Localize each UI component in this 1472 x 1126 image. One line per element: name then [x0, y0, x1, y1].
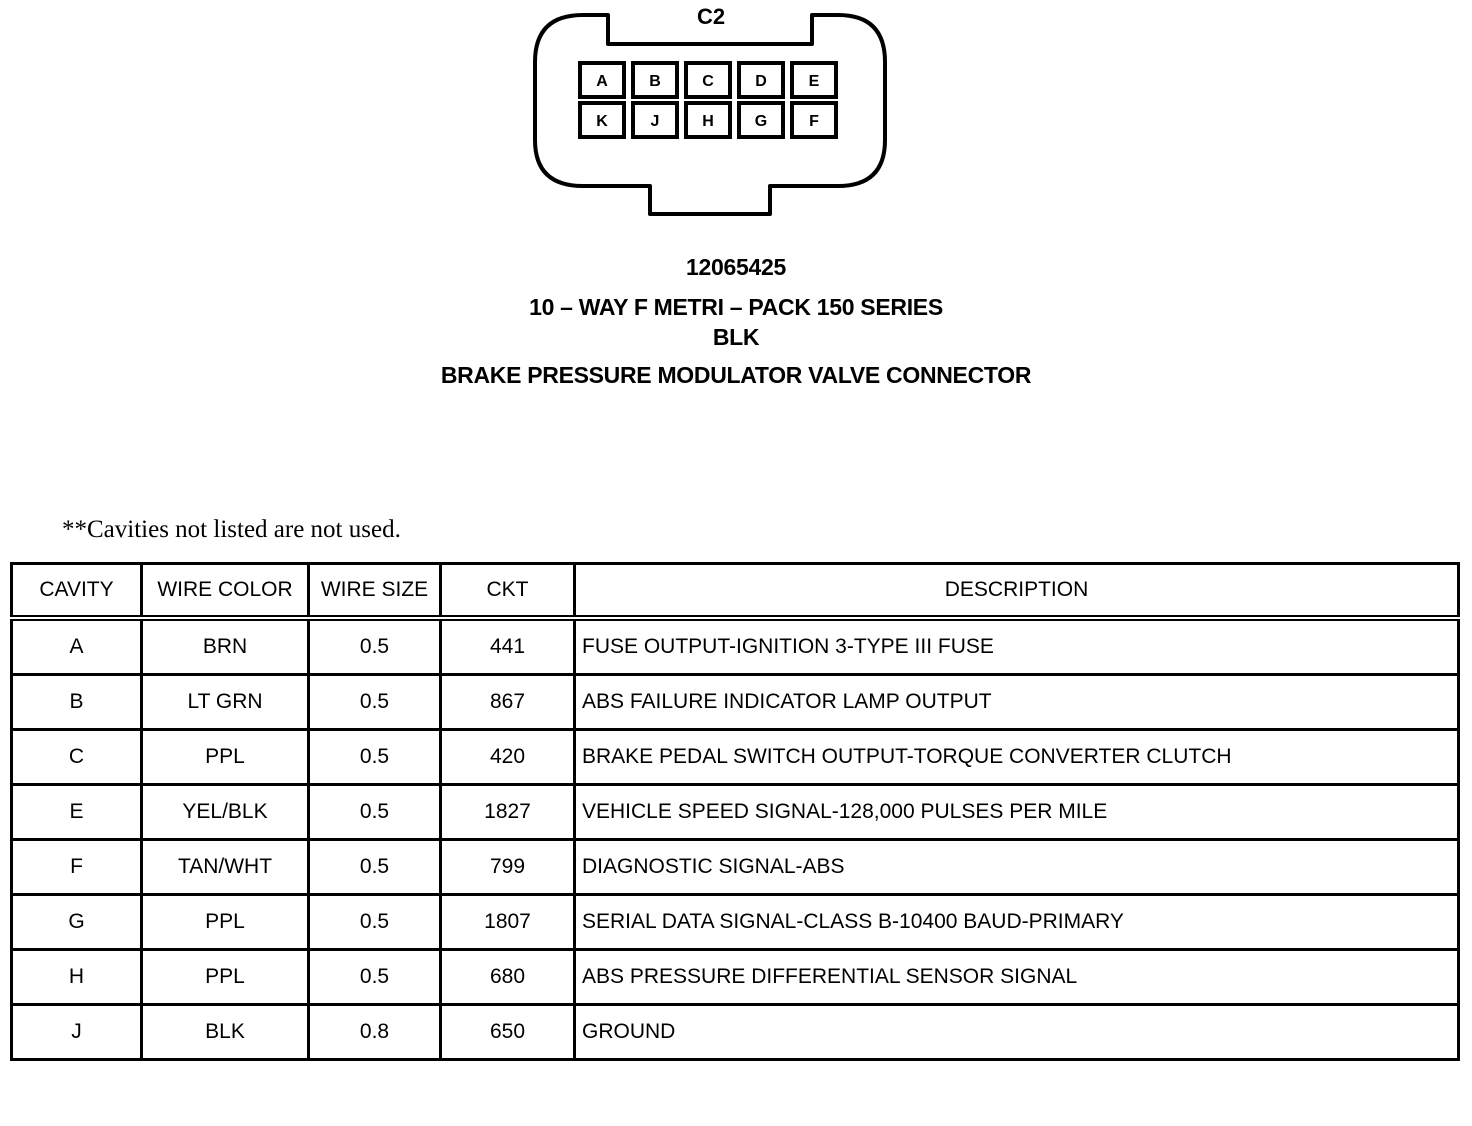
pinout-table	[10, 562, 1460, 1061]
cell-ckt: 420	[441, 730, 575, 785]
cell-description: SERIAL DATA SIGNAL-CLASS B-10400 BAUD-PRIMARY	[575, 895, 1459, 950]
cell-cavity: G	[12, 895, 142, 950]
cavity-label: C	[702, 73, 714, 90]
cell-description: DIAGNOSTIC SIGNAL-ABS	[575, 840, 1459, 895]
cell-description: GROUND	[575, 1005, 1459, 1060]
header-cavity: CAVITY	[12, 564, 142, 619]
cell-cavity: J	[12, 1005, 142, 1060]
cell-wire-color: BLK	[142, 1005, 309, 1060]
connector-name: C2	[696, 4, 726, 29]
cell-wire-size: 0.5	[309, 730, 441, 785]
part-number: 12065425	[686, 254, 786, 280]
table-header-row	[12, 564, 1459, 619]
cell-ckt: 1807	[441, 895, 575, 950]
table-row	[12, 618, 1459, 675]
cell-cavity: H	[12, 950, 142, 1005]
cell-cavity: C	[12, 730, 142, 785]
cell-description: ABS FAILURE INDICATOR LAMP OUTPUT	[575, 675, 1459, 730]
connector-type: 10 – WAY F METRI – PACK 150 SERIES	[529, 294, 943, 320]
header-description: DESCRIPTION	[575, 564, 1459, 619]
cavity-label: H	[702, 113, 714, 130]
cell-wire-size: 0.5	[309, 785, 441, 840]
cavity-label: E	[808, 73, 820, 90]
cell-ckt: 650	[441, 1005, 575, 1060]
table-row	[12, 840, 1459, 895]
table-row	[12, 785, 1459, 840]
cell-cavity: B	[12, 675, 142, 730]
table-body	[12, 618, 1459, 1060]
header-wire-size: WIRE SIZE	[309, 564, 441, 619]
cell-wire-size: 0.5	[309, 840, 441, 895]
connector-color: BLK	[712, 324, 760, 350]
cell-wire-size: 0.5	[309, 895, 441, 950]
connector-description: BRAKE PRESSURE MODULATOR VALVE CONNECTOR	[440, 362, 1032, 388]
cell-wire-color: PPL	[142, 895, 309, 950]
cell-wire-size: 0.5	[309, 950, 441, 1005]
table-row	[12, 950, 1459, 1005]
cell-wire-color: BRN	[142, 618, 309, 675]
cell-cavity: A	[12, 618, 142, 675]
cell-ckt: 799	[441, 840, 575, 895]
header-wire-color: WIRE COLOR	[142, 564, 309, 619]
header-ckt: CKT	[441, 564, 575, 619]
connector-diagram	[0, 0, 1472, 240]
cavity-label: A	[596, 73, 608, 90]
cell-wire-color: PPL	[142, 730, 309, 785]
cell-cavity: F	[12, 840, 142, 895]
cell-wire-color: PPL	[142, 950, 309, 1005]
table-row	[12, 1005, 1459, 1060]
table-row	[12, 895, 1459, 950]
table-row	[12, 675, 1459, 730]
cell-wire-color: LT GRN	[142, 675, 309, 730]
cavity-label: F	[809, 113, 819, 130]
cavity-label: G	[754, 113, 768, 130]
cell-wire-size: 0.5	[309, 675, 441, 730]
cavities-note: **Cavities not listed are not used.	[62, 516, 401, 543]
cell-cavity: E	[12, 785, 142, 840]
cavity-label: K	[596, 113, 608, 130]
cavity-label: B	[649, 73, 661, 90]
cavity-label: D	[755, 73, 767, 90]
cell-ckt: 680	[441, 950, 575, 1005]
cell-description: ABS PRESSURE DIFFERENTIAL SENSOR SIGNAL	[575, 950, 1459, 1005]
table-row	[12, 730, 1459, 785]
cell-description: BRAKE PEDAL SWITCH OUTPUT-TORQUE CONVERTER CLUTCH	[575, 730, 1459, 785]
cell-wire-size: 0.8	[309, 1005, 441, 1060]
cell-wire-color: TAN/WHT	[142, 840, 309, 895]
cell-wire-size: 0.5	[309, 618, 441, 675]
cell-ckt: 441	[441, 618, 575, 675]
cell-description: VEHICLE SPEED SIGNAL-128,000 PULSES PER MILE	[575, 785, 1459, 840]
cell-ckt: 1827	[441, 785, 575, 840]
cell-ckt: 867	[441, 675, 575, 730]
cavity-label: J	[650, 113, 660, 130]
cavity-grid	[580, 63, 836, 137]
cell-description: FUSE OUTPUT-IGNITION 3-TYPE III FUSE	[575, 618, 1459, 675]
cell-wire-color: YEL/BLK	[142, 785, 309, 840]
